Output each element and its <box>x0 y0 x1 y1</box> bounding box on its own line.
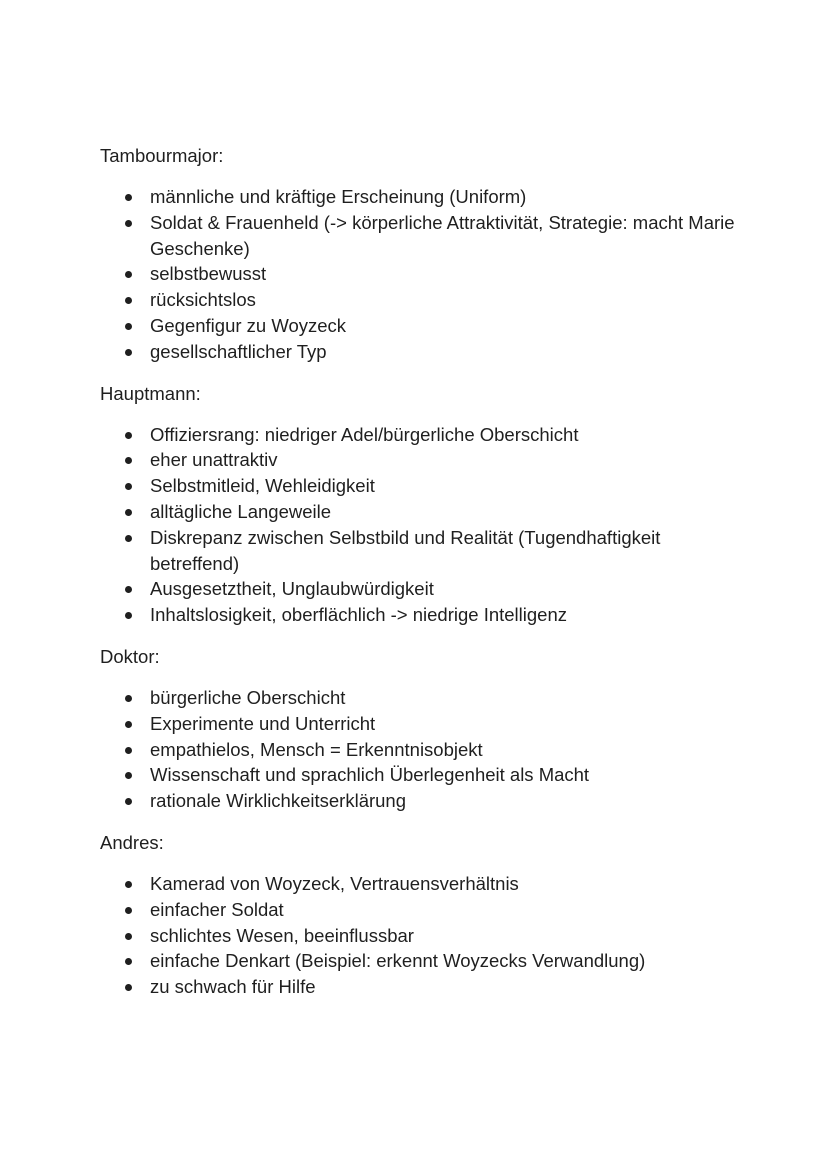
section-title: Tambourmajor: <box>100 145 224 166</box>
list-item <box>100 499 740 525</box>
bullet-icon <box>125 220 132 227</box>
list-item <box>100 685 740 711</box>
list-item <box>100 974 740 1000</box>
list-item <box>100 261 740 287</box>
list-item-text: bürgerliche Oberschicht <box>150 686 346 708</box>
list-item-text: Gegenfigur zu Woyzeck <box>150 314 347 336</box>
list-item-text: zu schwach für Hilfe <box>150 976 316 998</box>
list-item <box>100 313 740 339</box>
list-item <box>100 210 740 262</box>
bullet-icon <box>125 271 132 278</box>
bullet-icon <box>125 798 132 805</box>
section-doktor <box>100 644 740 814</box>
list-item <box>100 447 740 473</box>
bullet-icon <box>125 881 132 888</box>
list-item <box>100 602 740 628</box>
list-item <box>100 525 740 577</box>
list-item <box>100 473 740 499</box>
list-item <box>100 339 740 365</box>
bullet-icon <box>125 958 132 965</box>
list-item-text: einfacher Soldat <box>150 898 284 920</box>
list-item <box>100 871 740 897</box>
section-title: Andres: <box>100 831 164 853</box>
list-item-text: Kamerad von Woyzeck, Vertrauensverhältnis <box>150 872 519 894</box>
bullet-icon <box>125 772 132 779</box>
list-item-text: rücksichtslos <box>150 289 256 311</box>
list-item-text: Experimente und Unterricht <box>150 712 376 734</box>
bullet-icon <box>125 349 132 356</box>
list-item <box>100 788 740 814</box>
bullet-icon <box>125 984 132 991</box>
bullet-icon <box>125 907 132 914</box>
list-item <box>100 897 740 923</box>
bullet-icon <box>125 457 132 464</box>
bullet-list <box>100 184 740 365</box>
list-item-text: empathielos, Mensch = Erkenntnisobjekt <box>150 738 483 760</box>
list-item-text: Wissenschaft und sprachlich Überlegenheit als Macht <box>150 764 590 786</box>
list-item-text: rationale Wirklichkeitserklärung <box>150 790 407 812</box>
bullet-icon <box>125 695 132 702</box>
document-page <box>100 143 740 1016</box>
list-item-text: Soldat & Frauenheld (-> körperliche Attraktivität, Strategie: macht Marie Geschenke) <box>150 211 735 259</box>
list-item <box>100 762 740 788</box>
bullet-list <box>100 422 740 628</box>
bullet-icon <box>125 721 132 728</box>
list-item <box>100 948 740 974</box>
list-item <box>100 422 740 448</box>
section-title: Doktor: <box>100 645 160 667</box>
list-item-text: alltägliche Langeweile <box>150 500 332 522</box>
bullet-icon <box>125 509 132 516</box>
list-item-text: gesellschaftlicher Typ <box>150 340 327 362</box>
list-item-text: eher unattraktiv <box>150 449 278 471</box>
list-item <box>100 737 740 763</box>
section-andres <box>100 830 740 1000</box>
list-item <box>100 287 740 313</box>
section-tambourmajor <box>100 143 740 365</box>
list-item-text: selbstbewusst <box>150 263 267 285</box>
bullet-icon <box>125 194 132 201</box>
list-item-text: Offiziersrang: niedriger Adel/bürgerliche Oberschicht <box>150 423 579 445</box>
bullet-icon <box>125 747 132 754</box>
bullet-list <box>100 685 740 814</box>
bullet-icon <box>125 933 132 940</box>
list-item <box>100 184 740 210</box>
list-item-text: Selbstmitleid, Wehleidigkeit <box>150 475 375 497</box>
section-hauptmann <box>100 381 740 628</box>
list-item-text: Inhaltslosigkeit, oberflächlich -> niedrige Intelligenz <box>150 604 567 626</box>
bullet-icon <box>125 612 132 619</box>
bullet-list <box>100 871 740 1000</box>
bullet-icon <box>125 483 132 490</box>
list-item-text: Diskrepanz zwischen Selbstbild und Realität (Tugendhaftigkeit betreffend) <box>150 526 661 574</box>
list-item-text: Ausgesetztheit, Unglaubwürdigkeit <box>150 578 434 600</box>
list-item-text: schlichtes Wesen, beeinflussbar <box>150 924 414 946</box>
list-item-text: einfache Denkart (Beispiel: erkennt Woyzecks Verwandlung) <box>150 950 646 972</box>
bullet-icon <box>125 432 132 439</box>
list-item-text: männliche und kräftige Erscheinung (Uniform) <box>150 186 527 207</box>
section-title: Hauptmann: <box>100 382 201 404</box>
bullet-icon <box>125 297 132 304</box>
bullet-icon <box>125 586 132 593</box>
bullet-icon <box>125 535 132 542</box>
list-item <box>100 923 740 949</box>
list-item <box>100 576 740 602</box>
list-item <box>100 711 740 737</box>
bullet-icon <box>125 323 132 330</box>
